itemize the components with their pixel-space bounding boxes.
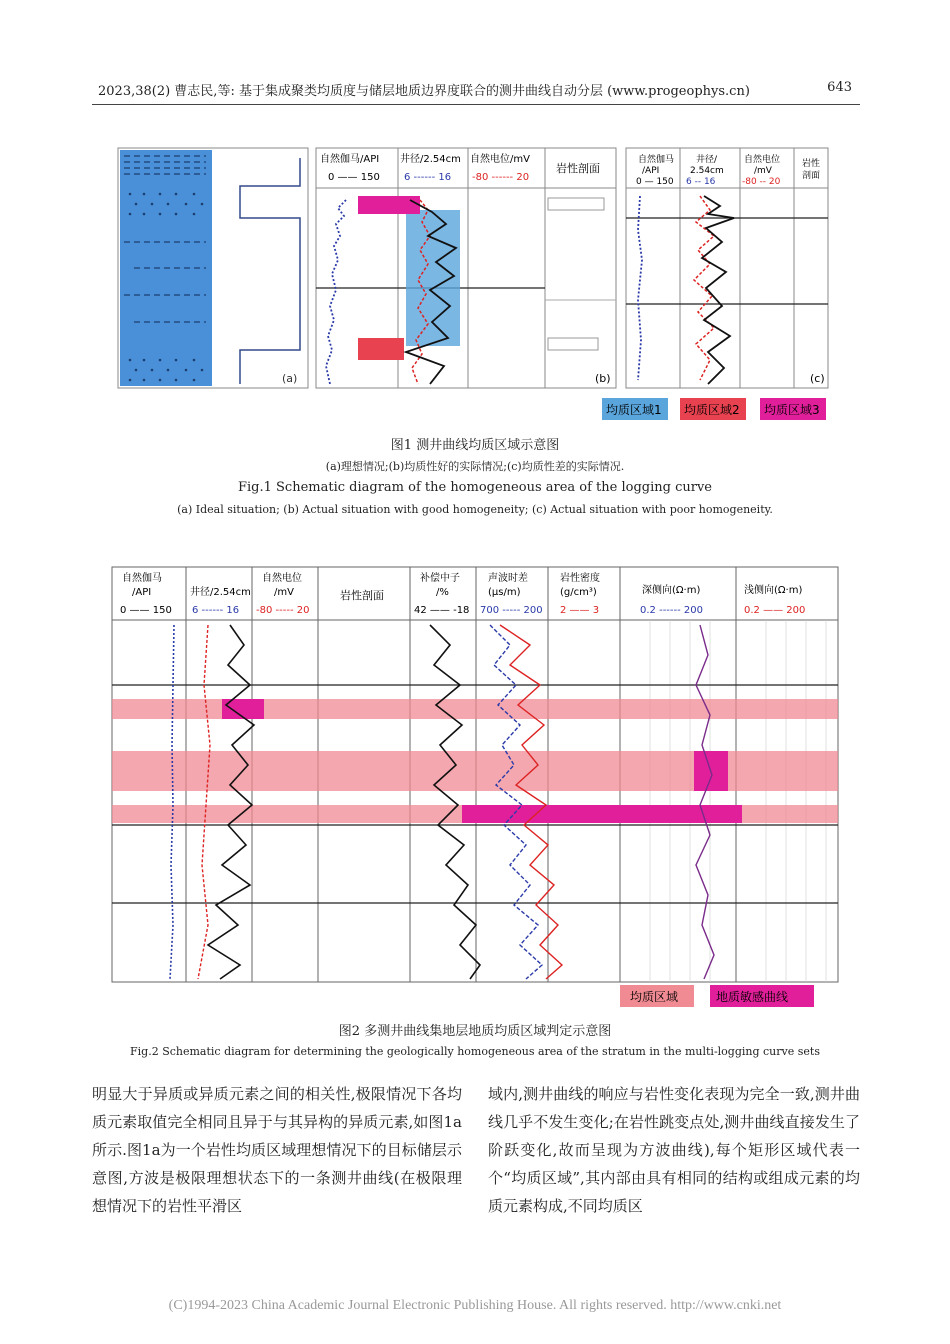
svg-text:2.54cm: 2.54cm	[690, 166, 724, 176]
svg-text:6 ------ 16: 6 ------ 16	[192, 605, 240, 616]
legend-label-2: 均质区域2	[684, 403, 740, 417]
panel-a-tag: (a)	[282, 372, 298, 385]
figure-1	[110, 140, 845, 425]
homogeneous-band-1	[112, 699, 838, 719]
legend-label-3: 均质区域3	[764, 403, 820, 417]
svg-text:剖面: 剖面	[802, 171, 821, 181]
body-paragraph-left: 明显大于异质或异质元素之间的相关性,极限情况下各均质元素取值完全相同且异于与其异构的异质元素,如图1a所示.图1a为一个岩性均质区域理想情况下的目标储层示意图,方波是极限理想状态下的一条测井曲线(在极限理想情况下的岩性平滑区	[92, 1085, 462, 1215]
svg-text:700 ----- 200: 700 ----- 200	[480, 605, 543, 616]
svg-text:0.2 —— 200: 0.2 —— 200	[744, 605, 806, 616]
svg-text:井径/2.54cm: 井径/2.54cm	[190, 587, 251, 598]
svg-text:自然伽马: 自然伽马	[638, 155, 675, 165]
b-cal-range: 6 ------ 16	[404, 172, 452, 183]
svg-text:浅侧向(Ω·m): 浅侧向(Ω·m)	[744, 585, 803, 596]
b-cal-label: 井径/2.54cm	[400, 154, 461, 165]
fig2-legend-label-2: 地质敏感曲线	[716, 990, 789, 1004]
svg-text:0 — 150: 0 — 150	[636, 177, 674, 187]
body-column-right	[488, 1080, 860, 1220]
sensitive-curve-block-3	[462, 805, 742, 823]
svg-text:补偿中子: 补偿中子	[420, 573, 460, 584]
figure-2-caption-en: Fig.2 Schematic diagram for determining the geologically homogeneous area of the stratum in the multi-logging curve sets	[130, 1045, 820, 1058]
b-sp-range: -80 ------ 20	[472, 172, 530, 183]
body-column-left	[92, 1080, 462, 1220]
svg-text:0 —— 150: 0 —— 150	[120, 605, 172, 616]
figure-1-caption-en: Fig.1 Schematic diagram of the homogeneous area of the logging curve	[237, 480, 713, 495]
b-gr-label: 自然伽马/API	[320, 154, 380, 165]
svg-text:岩性: 岩性	[802, 159, 821, 169]
figure-1-panel-a	[118, 148, 308, 388]
b-lith-label: 岩性剖面	[556, 162, 600, 175]
body-paragraph-right: 域内,测井曲线的响应与岩性变化表现为完全一致,测井曲线几乎不发生变化;在岩性跳变点处,测井曲线直接发生了阶跃变化,故而呈现为方波曲线),每个矩形区域代表一个“均质区域”,其内部由具有相同的结构或组成元素的均质元素构成,不同均质区	[488, 1085, 860, 1215]
svg-text:2 —— 3: 2 —— 3	[560, 605, 600, 616]
svg-text:声波时差: 声波时差	[488, 573, 528, 584]
svg-text:42 —— -18: 42 —— -18	[414, 605, 470, 616]
figure-1-panel-c	[626, 148, 828, 388]
svg-text:自然电位: 自然电位	[744, 155, 781, 165]
svg-text:自然电位: 自然电位	[262, 573, 302, 584]
panel-c-tag: (c)	[810, 372, 825, 385]
svg-text:自然伽马: 自然伽马	[122, 573, 162, 584]
svg-text:(μs/m): (μs/m)	[488, 587, 521, 598]
figure-2-legend	[620, 985, 814, 1007]
svg-text:/API: /API	[132, 587, 152, 598]
svg-text:岩性剖面: 岩性剖面	[340, 589, 384, 602]
svg-text:6 -- 16: 6 -- 16	[686, 177, 716, 187]
b-sp-label: 自然电位/mV	[470, 154, 530, 165]
panel-b-tag: (b)	[595, 372, 611, 385]
svg-text:深侧向(Ω·m): 深侧向(Ω·m)	[642, 585, 701, 596]
fig2-legend-label-1: 均质区域	[630, 990, 679, 1004]
svg-text:岩性密度: 岩性密度	[560, 573, 600, 584]
figure-1-panel-b	[316, 148, 616, 388]
figure-1-legend	[602, 398, 826, 420]
figure-2-caption-cn: 图2 多测井曲线集地层地质均质区域判定示意图	[338, 1024, 612, 1039]
svg-text:/mV: /mV	[274, 587, 294, 598]
svg-text:-80 ----- 20: -80 ----- 20	[256, 605, 310, 616]
svg-text:-80 -- 20: -80 -- 20	[742, 177, 781, 187]
homogeneous-area-2	[358, 338, 404, 360]
svg-text:0.2 ------ 200: 0.2 ------ 200	[640, 605, 703, 616]
page-number: 643	[827, 80, 852, 95]
homogeneous-area-3	[358, 196, 420, 214]
svg-text:/API: /API	[642, 166, 660, 176]
figure-1-caption-cn: 图1 测井曲线均质区域示意图	[390, 438, 560, 453]
figure-2	[110, 565, 845, 1010]
sensitive-curve-block-1	[222, 699, 264, 719]
running-header: 2023,38(2) 曹志民,等: 基于集成聚类均质度与储层地质边界度联合的测井曲线自动分层 (www.progeophys.cn)	[98, 84, 750, 99]
figure-1-subcaption-cn: (a)理想情况;(b)均质性好的实际情况;(c)均质性差的实际情况.	[325, 460, 625, 473]
header-rule	[92, 104, 860, 105]
copyright-footer: (C)1994-2023 China Academic Journal Electronic Publishing House. All rights reserved. http://www.cnki.net	[168, 1298, 782, 1313]
svg-text:/mV: /mV	[754, 166, 772, 176]
legend-label-1: 均质区域1	[606, 403, 662, 417]
homogeneous-band-2	[112, 751, 838, 791]
svg-text:(g/cm³): (g/cm³)	[560, 587, 597, 598]
svg-text:/%: /%	[436, 587, 449, 598]
figure-1-subcaption-en: (a) Ideal situation; (b) Actual situation with good homogeneity; (c) Actual situation with poor homogeneity.	[177, 503, 773, 516]
svg-text:井径/: 井径/	[696, 155, 718, 165]
b-gr-range: 0 —— 150	[328, 172, 380, 183]
